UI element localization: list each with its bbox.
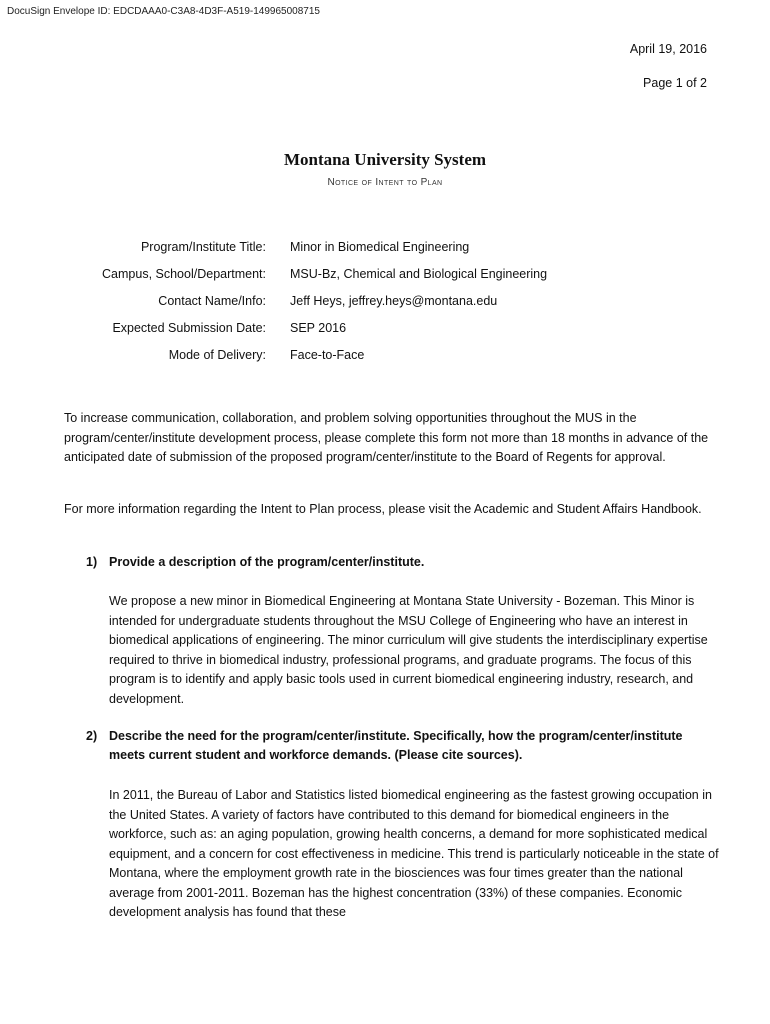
field-value: Minor in Biomedical Engineering [290, 240, 470, 254]
field-row-submission-date [0, 321, 770, 348]
question-text: Provide a description of the program/center/institute. [109, 555, 425, 569]
field-label: Expected Submission Date: [112, 321, 266, 335]
field-row-program-title [0, 240, 770, 267]
question-2 [86, 727, 716, 765]
field-value: SEP 2016 [290, 321, 347, 335]
answer-1: We propose a new minor in Biomedical Engineering at Montana State University - Bozeman. This Minor is intended for undergraduate students throughout the MSU College of Engineering who have an interest in biomedical applications of engineering. The minor curriculum will give students the interdisciplinary expertise required to thrive in biomedical industry, professional programs, and graduate programs. The focus of this program is to identify and apply basic tools used in current biomedical engineering industry, research, and development. [109, 594, 708, 706]
field-row-campus [0, 267, 770, 294]
field-row-delivery-mode [0, 348, 770, 375]
page-number: Page 1 of 2 [643, 76, 707, 90]
document-date: April 19, 2016 [629, 42, 707, 56]
document-title: Montana University System [283, 150, 487, 169]
info-fields [0, 240, 770, 375]
field-label: Contact Name/Info: [158, 294, 266, 308]
answer-2: In 2011, the Bureau of Labor and Statistics listed biomedical engineering as the fastest growing occupation in the United States. A variety of factors have contributed to this demand for biomedical engineers in the workforce, such as: an aging population, growing health concerns, a demand for more sophisticated medical equipment, and a concern for cost effectiveness in medicine. This trend is particularly noticeable in the state of Montana, where the employment growth rate in the biosciences was four times greater than the national average from 2001-2011. Bozeman has the highest concentration (33%) of these companies. Economic development analysis has found that these [109, 788, 719, 919]
field-value: MSU-Bz, Chemical and Biological Engineering [290, 267, 548, 281]
document-subtitle: Notice of Intent to Plan [327, 177, 443, 188]
question-number: 1) [86, 555, 98, 569]
field-value: Jeff Heys, jeffrey.heys@montana.edu [290, 294, 498, 308]
field-label: Mode of Delivery: [168, 348, 266, 362]
handbook-paragraph: For more information regarding the Intent to Plan process, please visit the Academic and Student Affairs Handbook. [64, 502, 702, 516]
field-label: Campus, School/Department: [102, 267, 266, 281]
intro-paragraph: To increase communication, collaboration, and problem solving opportunities throughout the MUS in the program/center/institute development process, please complete this form not more than 18 months in advance of the anticipated date of submission of the proposed program/center/institute to the Board of Regents for approval. [64, 411, 709, 464]
docusign-envelope-id: DocuSign Envelope ID: EDCDAAA0-C3A8-4D3F-A519-149965008715 [7, 6, 320, 17]
field-label: Program/Institute Title: [140, 240, 266, 254]
field-value: Face-to-Face [290, 348, 365, 362]
question-text: Describe the need for the program/center/institute. Specifically, how the program/center/institute meets current student and workforce demands. (Please cite sources). [109, 729, 683, 762]
field-row-contact [0, 294, 770, 321]
question-1 [86, 553, 716, 572]
question-number: 2) [86, 729, 98, 743]
